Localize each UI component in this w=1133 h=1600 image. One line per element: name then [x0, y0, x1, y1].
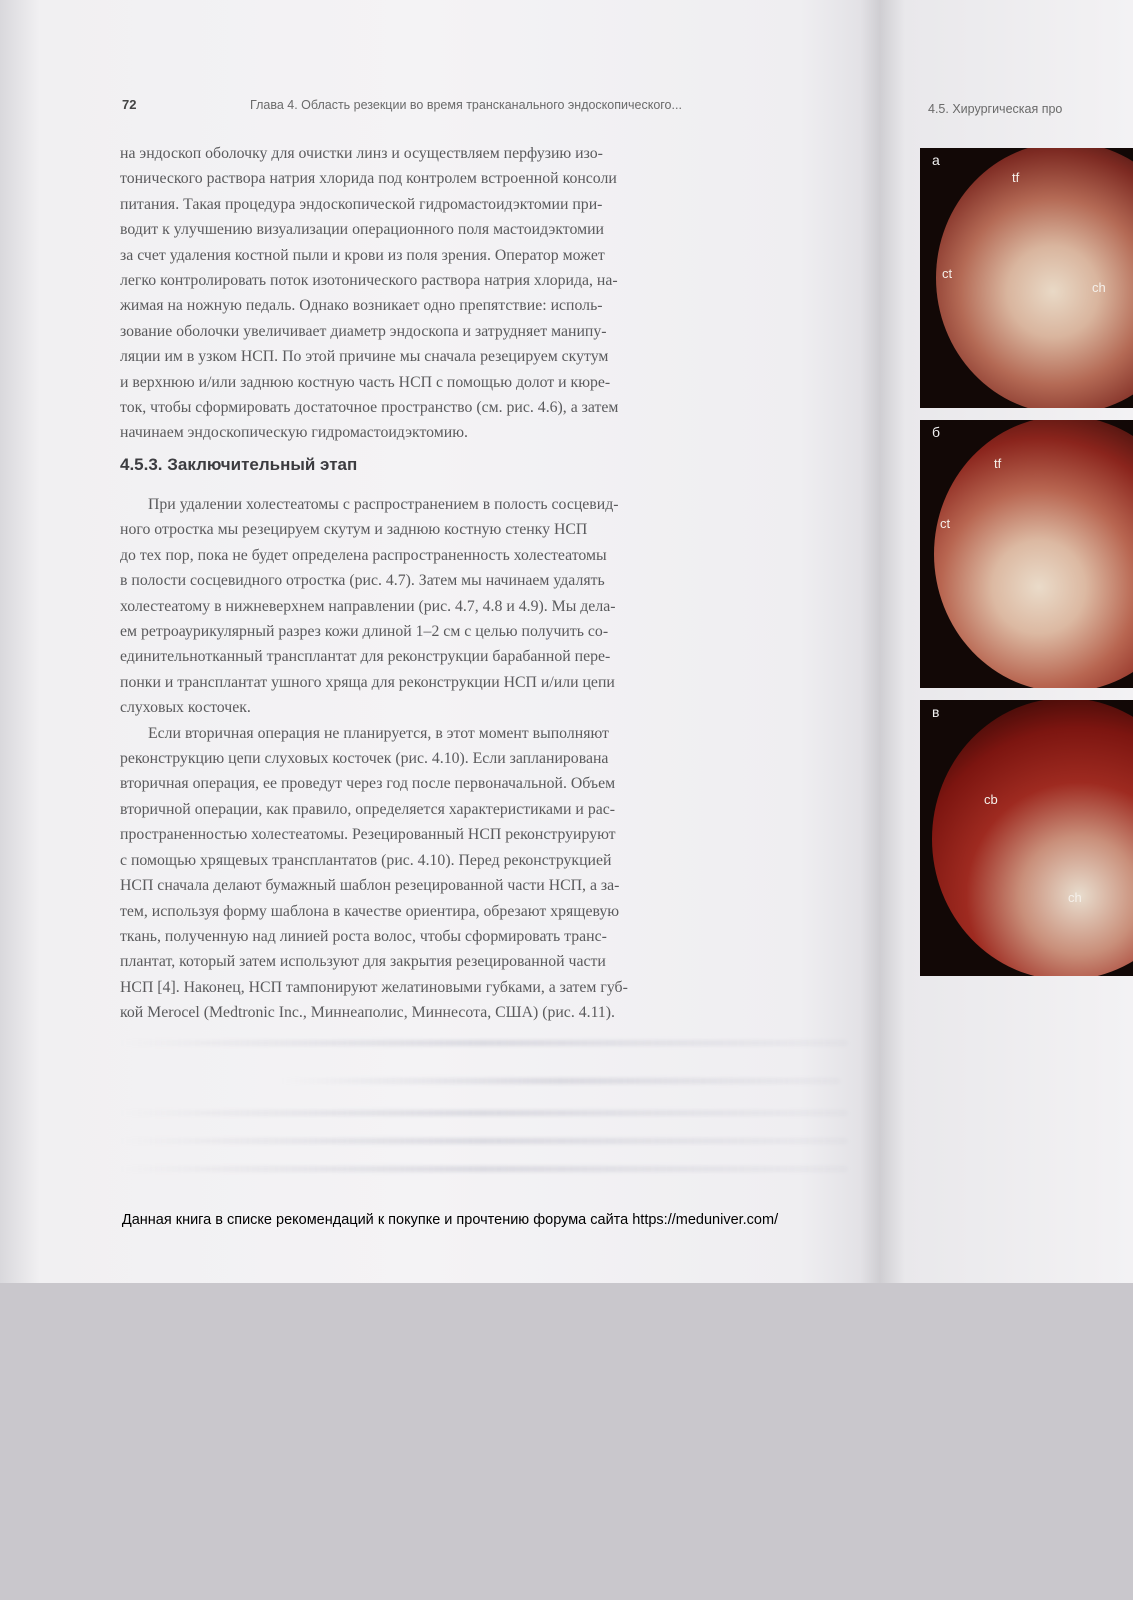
text-line: и верхнюю и/или заднюю костную часть НСП с помощью долот и кюре- [120, 373, 611, 391]
page-number: 72 [122, 97, 137, 112]
section-heading: 4.5.3. Заключительный этап [120, 455, 358, 474]
text-line: пространенностью холестеатомы. Резецированный НСП реконструируют [120, 826, 616, 844]
label-tf: tf [1012, 170, 1020, 185]
endoscopic-photo-c [920, 700, 1133, 976]
bleed-through-line [118, 1166, 848, 1172]
paragraph-cholesteatoma-removal [120, 492, 848, 721]
intro-paragraph [120, 141, 848, 446]
text-line: легко контролировать поток изотонического раствора натрия хлорида, на- [120, 272, 618, 290]
text-line: за счет удаления костной пыли и крови из поля зрения. Оператор может [120, 246, 605, 264]
endoscopic-photo-a [920, 148, 1133, 408]
text-line: тем, используя форму шаблона в качестве ориентира, обрезают хрящевую [120, 902, 620, 920]
endoscope-view [936, 148, 1133, 408]
label-ch: ch [1068, 890, 1082, 905]
text-line: слуховых косточек. [120, 699, 251, 717]
text-line: до тех пор, пока не будет определена распространенность холестеатомы [120, 546, 607, 564]
text-line: ткань, полученную над линией роста волос, чтобы сформировать транс- [120, 927, 607, 945]
label-tf: tf [994, 456, 1002, 471]
text-line: плантат, который затем используют для закрытия резецированной части [120, 953, 606, 971]
text-line: ток, чтобы сформировать достаточное пространство (см. рис. 4.6), а затем [120, 399, 619, 417]
text-line: на эндоскоп оболочку для очистки линз и осуществляем перфузию изо- [120, 145, 603, 162]
endoscope-view [934, 420, 1133, 688]
footer-banner: Данная книга в списке рекомендаций к покупке и прочтению форума сайта https://meduniver.com/ [121, 1212, 779, 1228]
figure-letter: б [932, 424, 941, 440]
text-line: начинаем эндоскопическую гидромастоидэктомию. [120, 424, 468, 442]
endoscope-view [932, 700, 1133, 976]
label-ct: ct [940, 516, 951, 531]
text-line: ем ретроаурикулярный разрез кожи длиной 1–2 см с целью получить со- [120, 623, 609, 641]
bleed-through-line [118, 1138, 848, 1144]
figure-letter: а [932, 152, 940, 168]
text-line: НСП сначала делают бумажный шаблон резецированной части НСП, а за- [120, 877, 620, 895]
text-line: НСП [4]. Наконец, НСП тампонируют желатиновыми губками, а затем губ- [120, 978, 628, 996]
label-cb: cb [984, 792, 998, 807]
running-head: Глава 4. Область резекции во время трансканального эндоскопического... [250, 98, 682, 112]
text-line: холестеатому в нижневерхнем направлении (рис. 4.7, 4.8 и 4.9). Мы дела- [120, 597, 616, 615]
text-line: с помощью хрящевых трансплантатов (рис. 4.10). Перед реконструкцией [120, 851, 612, 869]
figure-letter: в [932, 704, 940, 720]
label-ct: ct [942, 266, 953, 281]
text-line: жимая на ножную педаль. Однако возникает одно препятствие: исполь- [120, 297, 603, 315]
text-line: кой Merocel (Medtronic Inc., Миннеаполис, Миннесота, США) (рис. 4.11). [120, 1004, 615, 1022]
text-line: питания. Такая процедура эндоскопической гидромастоидэктомии при- [120, 195, 603, 213]
text-line: тонического раствора натрия хлорида под контролем встроенной консоли [120, 170, 617, 188]
text-line: понки и трансплантат ушного хряща для реконструкции НСП и/или цепи [120, 673, 615, 691]
bleed-through-line [118, 1110, 848, 1116]
text-line: При удалении холестеатомы с распространением в полость сосцевид- [148, 496, 619, 513]
bleed-through-line [118, 1040, 848, 1046]
text-line: вторичной операции, как правило, определяется характеристиками и рас- [120, 800, 616, 818]
text-line: Если вторичная операция не планируется, в этот момент выполняют [148, 724, 609, 742]
section-body [120, 492, 848, 1026]
text-line: вторичная операция, ее проведут через год после первоначальной. Объем [120, 775, 616, 793]
bleed-through-line [280, 1078, 840, 1084]
running-head-right: 4.5. Хирургическая про [928, 102, 1063, 116]
text-line: зование оболочки увеличивает диаметр эндоскопа и затрудняет манипу- [120, 322, 607, 340]
text-line: водит к улучшению визуализации операционного поля мастоидэктомии [120, 221, 604, 239]
paragraph-reconstruction [120, 721, 848, 1026]
text-line: ляции им в узком НСП. По этой причине мы сначала резецируем скутум [120, 348, 609, 366]
text-line: единительнотканный трансплантат для реконструкции барабанной пере- [120, 648, 611, 666]
text-line: в полости сосцевидного отростка (рис. 4.7). Затем мы начинаем удалять [120, 572, 605, 590]
endoscopic-photo-b [920, 420, 1133, 688]
text-line: реконструкцию цепи слуховых косточек (рис. 4.10). Если запланирована [120, 750, 609, 768]
text-line: ного отростка мы резецируем скутум и заднюю костную стенку НСП [120, 521, 588, 539]
label-ch: ch [1092, 280, 1106, 295]
